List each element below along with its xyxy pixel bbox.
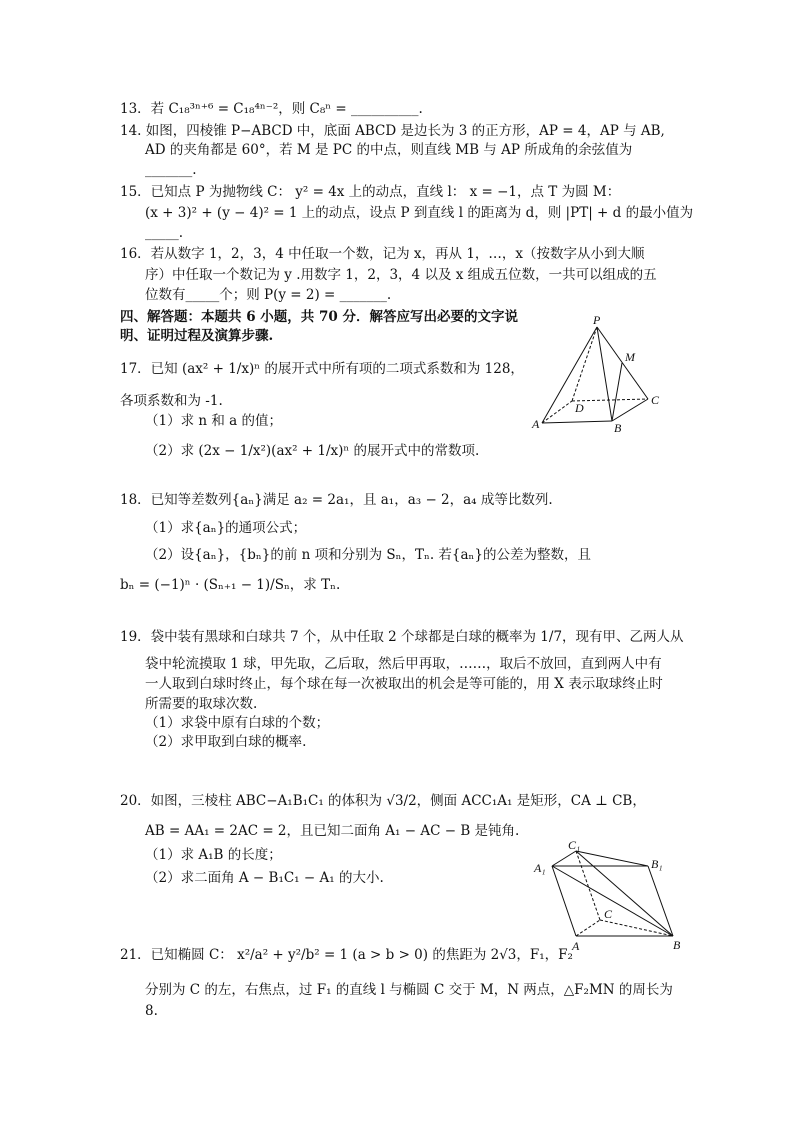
edge-PA xyxy=(542,327,597,423)
edge-A1C1 xyxy=(552,851,576,866)
question-20-line-4: （2）求二面角 A − B₁C₁ − A₁ 的大小. xyxy=(145,870,384,886)
edge-A1B xyxy=(552,866,673,936)
edge-MB xyxy=(612,363,622,421)
question-18-line-3: （2）设{aₙ}，{bₙ}的前 n 项和分别为 Sₙ，Tₙ. 若{aₙ}的公差为整数，且 xyxy=(145,547,591,563)
section-4-heading-line-1: 四、解答题：本题共 6 小题，共 70 分．解答应写出必要的文字说 xyxy=(120,309,518,325)
question-16-line-3: 位数有_____个；则 P(y = 2) = _______. xyxy=(145,287,392,303)
edge-A1A xyxy=(552,866,576,936)
edge-AB xyxy=(542,421,612,423)
question-19-line-1: 19．袋中装有黑球和白球共 7 个，从中任取 2 个球都是白球的概率为 1/7，现有甲、乙两人从 xyxy=(120,629,684,645)
label-B: B xyxy=(673,938,681,952)
prism-figure xyxy=(530,838,690,953)
question-17-line-3: （1）求 n 和 a 的值； xyxy=(145,413,282,429)
question-20-line-1: 20．如图，三棱柱 ABC−A₁B₁C₁ 的体积为 √3/2，侧面 ACC₁A₁ 是矩形，CA ⊥ CB， xyxy=(120,793,646,809)
label-A: A xyxy=(572,939,580,953)
label-D: D xyxy=(575,401,584,415)
label-M: M xyxy=(625,350,635,364)
label-C: C xyxy=(604,907,613,921)
question-16-line-1: 16．若从数字 1，2，3，4 中任取一个数，记为 x，再从 1，…，x（按数字从小到大顺 xyxy=(120,246,645,262)
question-15-line-1: 15．已知点 P 为抛物线 C： y² = 4x 上的动点，直线 l： x = −1，点 T 为圆 M： xyxy=(120,184,621,200)
label-P: P xyxy=(593,313,601,327)
question-19-line-5: （1）求袋中原有白球的个数； xyxy=(145,715,330,731)
label-B1: B₁ xyxy=(651,857,663,871)
question-19-line-6: （2）求甲取到白球的概率. xyxy=(145,734,307,750)
question-17-line-2: 各项系数和为 -1. xyxy=(120,393,223,409)
question-19-line-3: 一人取到白球时终止，每个球在每一次被取出的机会是等可能的，用 X 表示取球终止时 xyxy=(145,676,663,692)
question-18-line-2: （1）求{aₙ}的通项公式； xyxy=(145,520,307,536)
pyramid-figure xyxy=(530,315,670,435)
question-19-line-4: 所需要的取球次数. xyxy=(145,696,258,712)
question-14-line-3: _______. xyxy=(145,162,197,178)
edge-PB xyxy=(597,327,612,421)
edge-C1B1 xyxy=(576,851,648,866)
question-15-line-2: (x + 3)² + (y − 4)² = 1 上的动点，设点 P 到直线 l 的距离为 d，则 |PT| + d 的最小值为 xyxy=(145,205,694,221)
edge-PC xyxy=(597,327,648,399)
question-17-line-1: 17．已知 (ax² + 1/x)ⁿ 的展开式中所有项的二项式系数和为 128， xyxy=(120,361,524,377)
question-14-line-2: AD 的夹角都是 60°，若 M 是 PC 的中点，则直线 MB 与 AP 所成角的余弦值为 xyxy=(145,142,633,158)
question-15-line-3: _____. xyxy=(145,225,184,241)
label-A: A xyxy=(532,417,540,431)
question-18-line-4: bₙ = (−1)ⁿ · (Sₙ₊₁ − 1)/Sₙ，求 Tₙ. xyxy=(120,577,341,593)
question-18-line-1: 18．已知等差数列{aₙ}满足 a₂ = 2a₁，且 a₁，a₃ − 2，a₄ 成等比数列. xyxy=(120,492,553,508)
question-21-line-2: 分别为 C 的左，右焦点，过 F₁ 的直线 l 与椭圆 C 交于 M，N 两点，△F₂MN 的周长为 xyxy=(145,982,673,998)
question-14-line-1: 14. 如图，四棱锥 P−ABCD 中，底面 ABCD 是边长为 3 的正方形，AP = 4，AP 与 AB, xyxy=(120,123,665,139)
question-20-line-2: AB = AA₁ = 2AC = 2，且已知二面角 A₁ − AC − B 是钝角. xyxy=(145,823,520,839)
section-4-heading-line-2: 明、证明过程及演算步骤. xyxy=(120,328,274,344)
edge-CB xyxy=(600,920,673,936)
question-19-line-2: 袋中轮流摸取 1 球，甲先取，乙后取，然后甲再取，……，取后不放回，直到两人中有 xyxy=(145,656,662,672)
question-21-line-3: 8. xyxy=(145,1003,158,1019)
edge-BC xyxy=(612,399,648,421)
label-C: C xyxy=(651,393,660,407)
question-21-line-1: 21．已知椭圆 C： x²/a² + y²/b² = 1 (a > b > 0) 的焦距为 2√3，F₁，F₂ xyxy=(120,947,573,963)
edge-AD xyxy=(542,401,572,423)
question-20-line-3: （1）求 A₁B 的长度； xyxy=(145,847,282,863)
question-13: 13．若 C₁₈³ⁿ⁺⁶ = C₁₈⁴ⁿ⁻²，则 C₈ⁿ = __________. xyxy=(120,101,423,117)
label-C1: C₁ xyxy=(568,838,581,852)
label-B: B xyxy=(614,421,622,435)
question-17-line-4: （2）求 (2x − 1/x²)(ax² + 1/x)ⁿ 的展开式中的常数项. xyxy=(145,443,480,459)
label-A1: A₁ xyxy=(534,861,546,875)
edge-AC xyxy=(576,920,600,936)
question-16-line-2: 序）中任取一个数记为 y .用数字 1，2，3，4 以及 x 组成五位数，一共可以组成的五 xyxy=(145,267,657,283)
